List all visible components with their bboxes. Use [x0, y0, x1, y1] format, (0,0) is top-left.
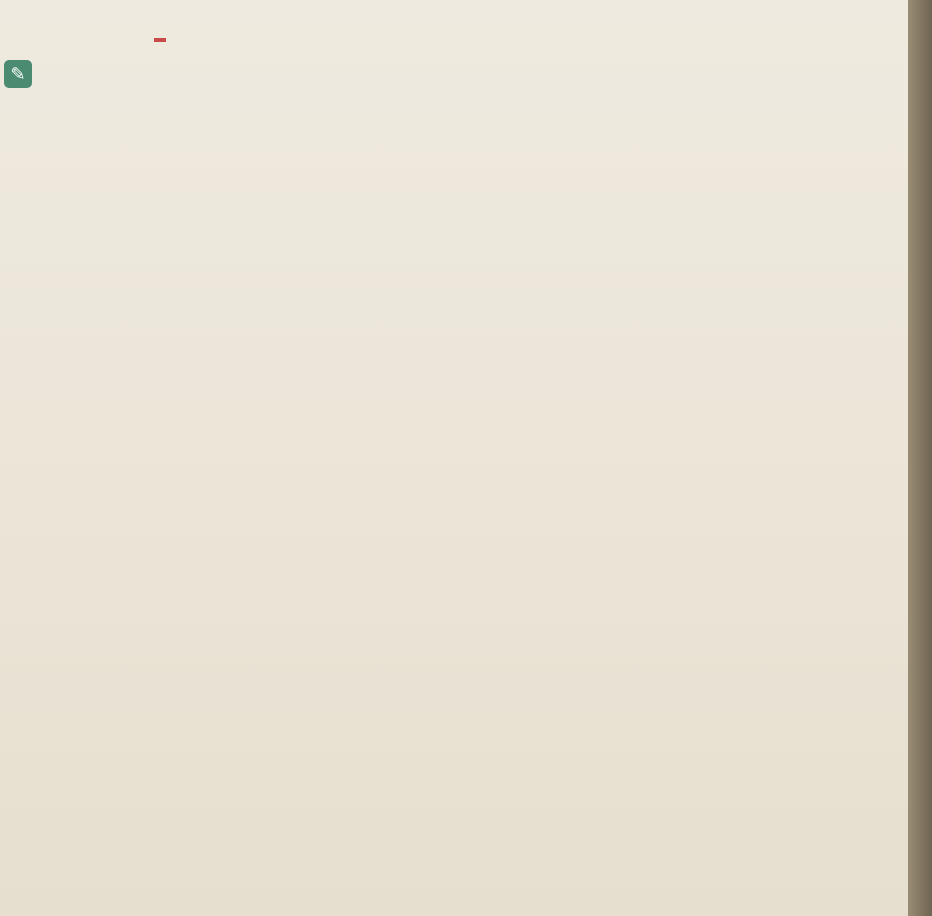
exercise-pencil-icon: ✎ [4, 60, 32, 88]
page-edge [908, 0, 932, 916]
competence-badge [154, 38, 166, 42]
